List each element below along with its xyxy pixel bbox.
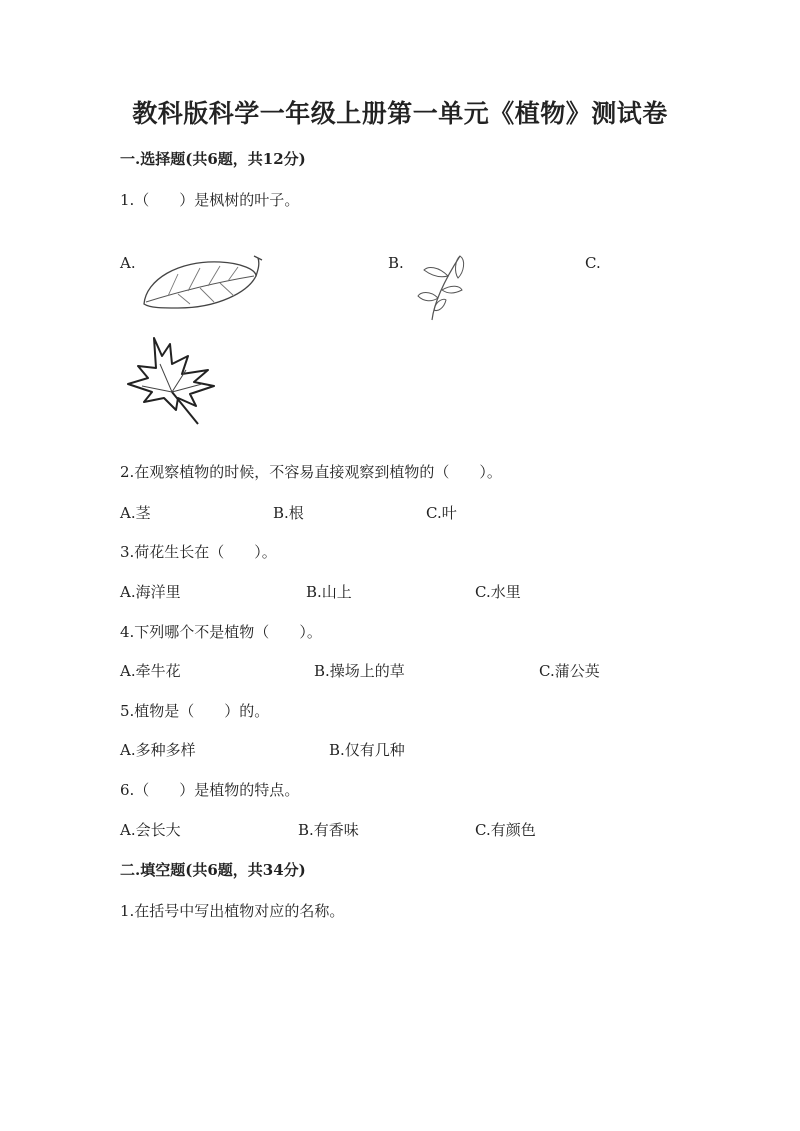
- question-stem: 3.荷花生长在（ ）。: [120, 543, 277, 561]
- option-b[interactable]: B.: [388, 254, 404, 272]
- option-b[interactable]: B.仅有几种: [329, 741, 405, 759]
- option-b[interactable]: B.有香味: [298, 821, 359, 839]
- option-a[interactable]: A.会长大: [120, 821, 181, 839]
- question-stem: 1.在括号中写出植物对应的名称。: [120, 902, 345, 920]
- option-a[interactable]: A.多种多样: [120, 741, 196, 759]
- option-c[interactable]: C.蒲公英: [539, 662, 600, 680]
- section-heading-fill: 二.填空题(共6题，共34分): [120, 861, 306, 879]
- question-stem: 6.（ ）是植物的特点。: [120, 781, 300, 799]
- question-stem: 2.在观察植物的时候，不容易直接观察到植物的（ ）。: [120, 463, 502, 481]
- option-b[interactable]: B.山上: [306, 583, 352, 601]
- option-c[interactable]: C.有颜色: [475, 821, 536, 839]
- willow-twig-icon: [408, 248, 472, 324]
- option-c[interactable]: C.: [585, 254, 601, 272]
- question-stem: 1.（ ）是枫树的叶子。: [120, 191, 300, 209]
- question-stem: 5.植物是（ ）的。: [120, 702, 270, 720]
- page-title: 教科版科学一年级上册第一单元《植物》测试卷: [132, 99, 668, 128]
- option-a[interactable]: A.茎: [120, 504, 151, 522]
- option-a[interactable]: A.: [120, 254, 136, 272]
- section-heading-choice: 一.选择题(共6题，共12分): [120, 150, 306, 168]
- option-c[interactable]: C.叶: [426, 504, 457, 522]
- oval-leaf-icon: [138, 252, 268, 314]
- option-b[interactable]: B.操场上的草: [314, 662, 405, 680]
- option-a[interactable]: A.牵牛花: [120, 662, 181, 680]
- maple-leaf-icon: [124, 336, 218, 428]
- option-c[interactable]: C.水里: [475, 583, 521, 601]
- option-a[interactable]: A.海洋里: [120, 583, 181, 601]
- option-b[interactable]: B.根: [273, 504, 304, 522]
- question-stem: 4.下列哪个不是植物（ ）。: [120, 623, 322, 641]
